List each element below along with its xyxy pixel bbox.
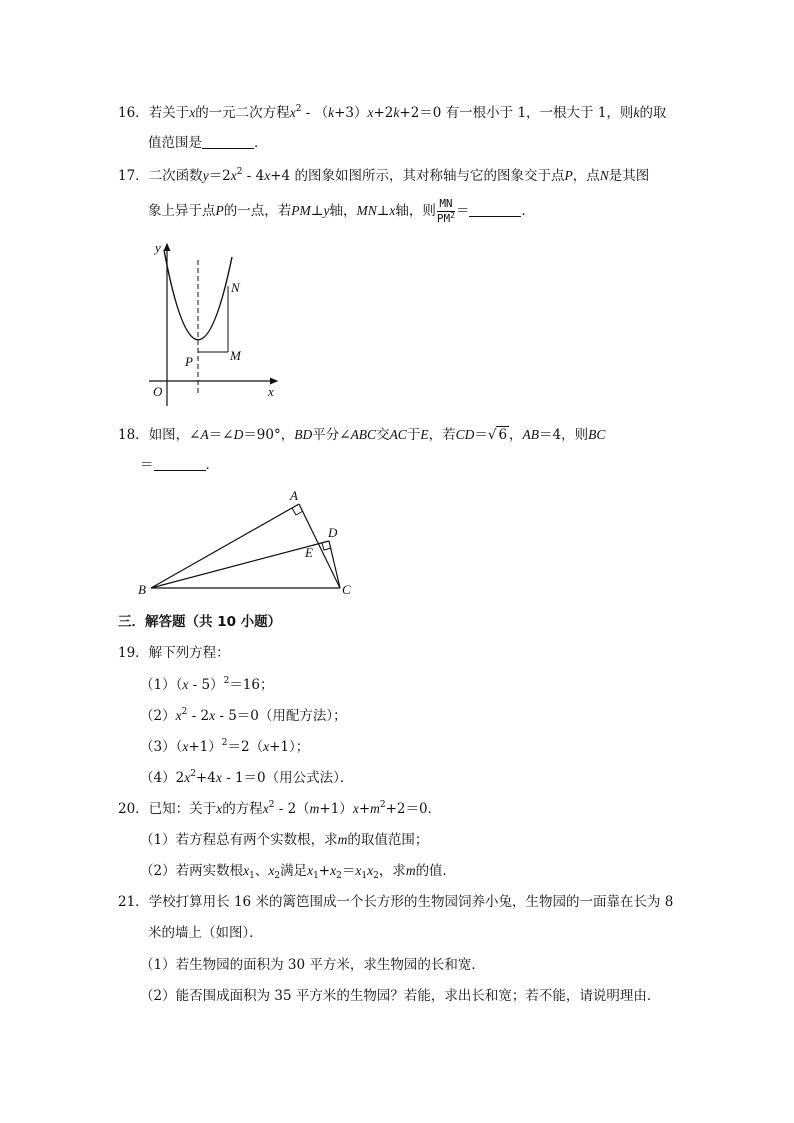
q17-line1: 17．二次函数$y=2x^2 - 4x+4$ 的图象如图所示，其对称轴与它的图象交于点P，点N是其图 xyxy=(118,167,650,184)
q19-part1: （1）（x - 5）$^2$＝16； xyxy=(140,676,274,693)
q19-part3: $(3)(x+1)^2=2(x+1)$； xyxy=(140,738,310,755)
segment-bd xyxy=(151,541,329,588)
q21-part1: （1）若生物园的面积为 30 平方米，求生物园的长和宽． xyxy=(140,957,485,973)
answer-blank xyxy=(154,456,206,471)
label-p: P xyxy=(185,354,193,369)
section-heading: 三．解答题（共 10 小题） xyxy=(118,614,282,630)
segment-ab xyxy=(151,504,299,588)
sqrt-6: √ 6 xyxy=(487,427,508,443)
answer-blank xyxy=(202,134,254,149)
label-n: N xyxy=(231,280,240,295)
label-y: y xyxy=(155,240,161,255)
q17-line2: 象上异于点P的一点，若PM⊥y轴，MN⊥x轴，则 $\frac{MN}{PM^2}$ ＝ ． xyxy=(148,197,535,225)
q21-line2: 米的墙上（如图）． xyxy=(148,925,263,941)
q19-title: 19．解下列方程： xyxy=(118,645,230,661)
q19-part4: $(4)2x^2+4x - 1=0$（用公式法）． xyxy=(140,769,354,786)
label-e: E xyxy=(305,545,313,560)
q21-line1: 21．学校打算用长 16 米的篱笆围成一个长方形的生物园饲养小兔，生物园的一面靠在长为 8 xyxy=(118,894,674,910)
q20-part1: （1）若方程总有两个实数根，求m的取值范围； xyxy=(140,832,429,848)
label-o: O xyxy=(153,384,163,399)
label-d: D xyxy=(328,525,338,540)
label-m: M xyxy=(230,348,241,363)
answer-blank xyxy=(469,202,521,217)
q20-part2: （2）若两实数根$x_1$、$x_2$满足$x_1+x_2=x_1x_2$，求m的值． xyxy=(140,863,457,881)
label-a: A xyxy=(290,488,298,503)
q18-line2: ＝ ． xyxy=(140,457,219,473)
triangle-figure xyxy=(130,485,360,600)
label-b: B xyxy=(138,582,146,597)
label-c: C xyxy=(342,582,351,597)
parabola-figure xyxy=(135,236,285,411)
q16-line1: 16．若关于x的一元二次方程$x^2 - (k+3)x+2k+2=0$ 有一根小于 1，一根大于 1，则k的取 xyxy=(118,104,667,121)
q16-line2: 值范围是 ． xyxy=(148,135,268,151)
q20-line1: 20．已知：关于x的方程$x^2 - 2(m+1)x+m^2+2=0$． xyxy=(118,800,442,817)
q19-part2: $(2)x^2 - 2x - 5=0$（用配方法）； xyxy=(140,707,347,724)
label-x: x xyxy=(268,384,274,399)
q21-part2: （2）能否围成面积为 35 平方米的生物园？若能，求出长和宽；若不能，请说明理由． xyxy=(140,988,661,1004)
fraction-mn-over-pm-squared: $\frac{MN}{PM^2}$ xyxy=(436,197,455,225)
q18-line1: 18．如图，∠A＝∠D＝90°，BD平分∠ABC交AC于E，若CD＝√ 6 ，AB＝4，则BC xyxy=(118,427,606,443)
